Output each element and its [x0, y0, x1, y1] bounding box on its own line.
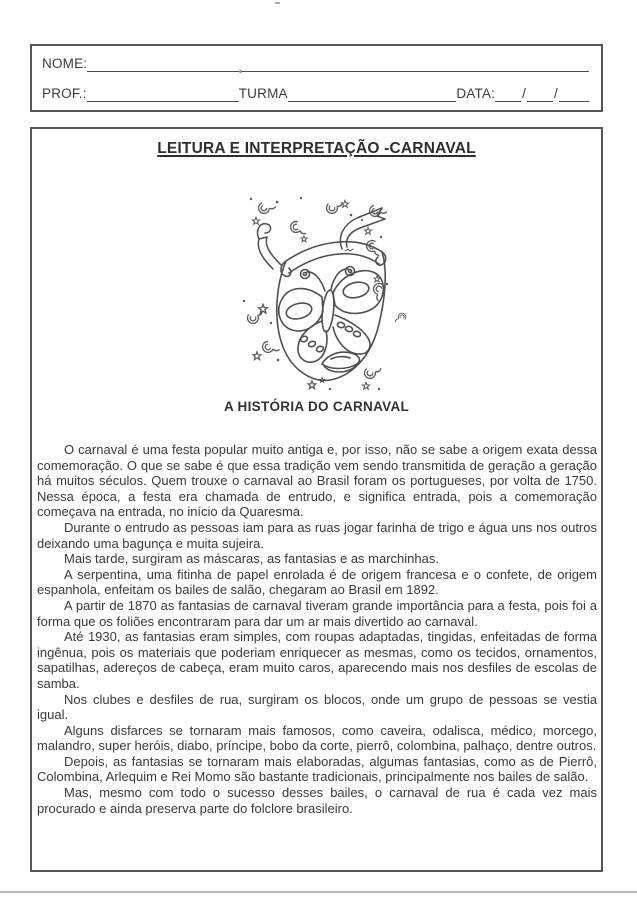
- reading-text: [37, 442, 597, 816]
- date-slash: /: [522, 86, 527, 101]
- carnival-mask-illustration: [229, 189, 414, 396]
- paragraph: Nos clubes e desfiles de rua, surgiram os blocos, onde um grupo de pessoas se vestia igual.: [37, 691, 597, 723]
- text-subtitle: A HISTÓRIA DO CARNAVAL: [223, 399, 410, 414]
- date-slash: /: [554, 86, 558, 101]
- worksheet-box: [30, 127, 603, 872]
- teacher-label: PROF.:: [42, 86, 87, 101]
- next-box-cutoff-line: [0, 891, 637, 893]
- page-title: LEITURA E INTERPRETAÇÃO -CARNAVAL: [157, 140, 476, 157]
- date-label: DATA:: [456, 86, 496, 101]
- paragraph: A partir de 1870 as fantasias de carnaval tiveram grande importância para a festa, pois foi a forma que os foliões encontraram para dar um ar mais divertido ao carnaval.: [37, 597, 597, 629]
- scan-artifact-dot: [275, 2, 280, 4]
- paragraph: Alguns disfarces se tornaram mais famosos, como caveira, odalisca, médico, morcego, malandro, super heróis, diabo, príncipe, bobo da corte, pierrô, colombina, palhaço, dentre outros.: [37, 722, 597, 754]
- date-year-fill-line: [559, 86, 589, 102]
- paragraph: Mas, mesmo com todo o sucesso desses bailes, o carnaval de rua é cada vez mais procurado e ainda preserva parte do folclore brasileiro.: [37, 785, 597, 816]
- prof-turma-data-row: [42, 86, 589, 102]
- name-fill-line: [87, 56, 589, 72]
- name-row: [42, 56, 589, 72]
- student-info-box: [30, 44, 603, 112]
- name-label: NOME:: [42, 56, 88, 71]
- paragraph: Durante o entrudo as pessoas iam para as ruas jogar farinha de trigo e água uns nos outros deixando uma bagunça e muita sujeira.: [37, 519, 597, 551]
- butterfly-eye-mask: [279, 267, 384, 363]
- class-fill-line: [288, 86, 457, 102]
- paragraph: O carnaval é uma festa popular muito antiga e, por isso, não se sabe a origem exata dessa comemoração. O que se sabe é que essa tradição vem sendo transmitida de geração a geração há muitos séculos. Quem trouxe o carnaval ao Brasil foram os portugueses, por volta de 1750. Nessa época, a festa era chamada de entrudo, e significa entrada, pois a comemoração começava na entrada, no início da Quaresma.: [37, 442, 597, 520]
- ribbon-streamers: [258, 208, 385, 269]
- date-month-fill-line: [527, 86, 553, 102]
- paragraph: A serpentina, uma fitinha de papel enrolada é de origem francesa e o confete, de origem espanhola, enfeitam os bailes de salão, chegaram ao Brasil em 1892.: [37, 566, 597, 598]
- date-day-fill-line: [495, 86, 521, 102]
- scan-artifact-dot: [239, 70, 242, 73]
- teacher-fill-line: [87, 86, 239, 102]
- paragraph: Mais tarde, surgiram as máscaras, as fantasias e as marchinhas.: [64, 551, 439, 567]
- class-label: TURMA: [238, 86, 288, 101]
- paragraph: Até 1930, as fantasias eram simples, com roupas adaptadas, tingidas, enfeitadas de forma ingênua, pois os materiais que poderiam enriquecer as mesmas, como os tecidos, ornamentos, sapatilhas, adereços de cabeça, eram muito caros, aparecendo mais nos desfiles de escolas de samba.: [37, 629, 597, 691]
- paragraph: Depois, as fantasias se tornaram mais elaboradas, algumas fantasias, como as de Pierrô, Colombina, Arlequim e Rei Momo são bastante tradicionais, principalmente nos bailes de salão.: [37, 753, 597, 785]
